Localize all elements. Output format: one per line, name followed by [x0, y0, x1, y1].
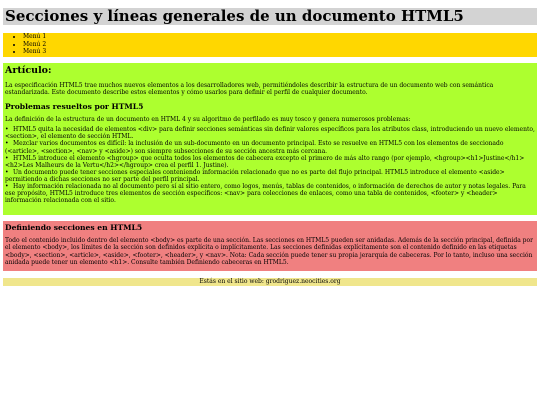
aside-paragraph: Todo el contenido incluido dentro del elemento <body> es parte de una sección. Las secciones en HTML5 pueden ser anidadas. Además de la sección principal, definida por el elemento <body>, los límites de la sección son definidos explícita o implícitamente. Las secciones definidas explícitamente son el contenido definido en las etiquetas <body>, <section>, <article>, <aside>, <footer>, <header>, y <nav>. Nota: Cada sección puede tener su propia jerarquía de cabeceras. Por lo tanto, incluso una sección anidada puede tener un elemento <h1>. Consulte también Definiendo cabeceras en HTML5. [5, 237, 534, 266]
nav-menu [3, 33, 537, 57]
list-item [5, 140, 535, 154]
page-footer [3, 278, 537, 286]
aside-heading: Definiendo secciones en HTML5 [5, 223, 143, 232]
footer-text: Estás en el sitio web: grodriguez.neocities.org [199, 278, 341, 285]
list-item-text: Hay información relacionada no al documento pero sí al sitio entero, como logos, menús, tablas de contenidos, o información de derechos de autor y notas legales. Para ese propósito, HTML5 introduce tres elementos de sección específicos: <nav> para colecciones de enlaces, como una tabla de contenidos, <footer> y <header> información relacionada con el sitio. [5, 183, 526, 205]
page-title: Secciones y líneas generales de un documento HTML5 [5, 7, 464, 25]
aside-section [3, 221, 537, 271]
bullet-icon: • [5, 126, 9, 134]
nav-item-menu-1[interactable]: • Menú 1 [23, 33, 537, 41]
article-paragraph: La definición de la estructura de un documento en HTML 4 y su algoritmo de perfilado es muy tosco y genera numerosos problemas: [5, 116, 411, 124]
list-item-text: HTML5 quita la necesidad de elementos <div> para definir secciones semánticas sin definir valores específicos para los atributos class, introduciendo un nuevo elemento, <section>, el elemento de sección HTML. [5, 126, 535, 141]
nav-list [3, 33, 537, 56]
list-item [5, 155, 535, 169]
article-section [3, 63, 537, 215]
list-item [5, 183, 535, 204]
bullet-icon: • [5, 154, 9, 162]
bullet-icon: • [5, 168, 9, 176]
list-item-text: HTML5 introduce el elemento <hgroup> que oculta todos los elementos de cabecera excepto el primero de más alto rango (por ejemplo, <hgroup><h1>Justine</h1><h2>Les Malheurs de la Vertu</h2></hgroup> crea el perfil 1. Justine). [5, 154, 525, 169]
bullet-icon: • [5, 140, 9, 148]
list-item-text: Un documento puede tener secciones especiales conteniendo información relacionado que no es parte del flujo principal. HTML5 introduce el elemento <aside> permitiendo a dichas secciones no ser parte del perfil principal. [5, 168, 505, 183]
article-intro: La especificación HTML5 trae muchos nuevos elementos a los desarrolladores web, permitiéndoles describir la estructura de un documento web con semántica estandarizada. Este documento describe estos elementos y cómo usarlos para definir el perfil de cualquier documento. [5, 82, 494, 97]
article-subheading: Problemas resueltos por HTML5 [5, 102, 144, 112]
page-header [3, 8, 537, 25]
list-item [5, 169, 535, 183]
nav-item-menu-2[interactable]: • Menú 2 [23, 41, 537, 49]
bullet-icon: • [5, 183, 9, 191]
article-heading: Artículo: [5, 65, 52, 76]
list-item-text: Mezclar varios documentos es difícil: la inclusión de un sub-documento en un documento principal. Esto se resuelve en HTML5 con los elementos de seccionado (<article>, <section>, <nav> y <aside>) son siempre subsecciones de su sección ancestra más cercana. [5, 140, 504, 155]
nav-item-menu-3[interactable]: • Menú 3 [23, 48, 537, 56]
article-bullet-list [5, 126, 535, 204]
list-item [5, 126, 535, 140]
